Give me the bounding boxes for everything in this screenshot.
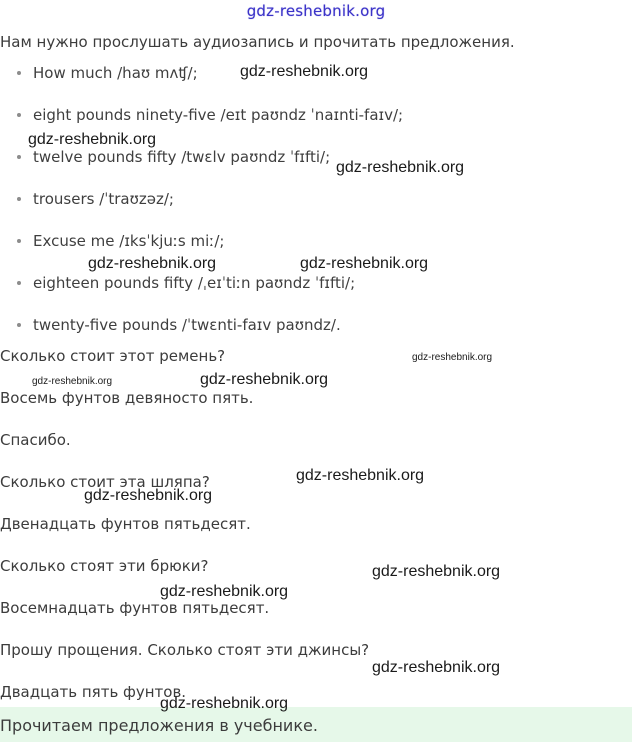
watermark: gdz-reshebnik.org [160,583,289,600]
bullet-icon [17,155,21,159]
bullet-icon [17,197,21,201]
bullet-icon [17,113,21,117]
dialogue-line: Прошу прощения. Сколько стоят эти джинсы? [0,641,370,659]
dialogue-line: Двадцать пять фунтов. [0,683,187,701]
phrase-item [0,94,632,136]
watermark: gdz-reshebnik.org [412,352,493,363]
bullet-icon [17,239,21,243]
phrase-text: eighteen pounds fifty /ˌeɪˈtiːn paʊndz ˈfɪfti/; [33,274,356,292]
bullet-icon [17,323,21,327]
dialogue-line: Восемь фунтов девяносто пять. [0,389,254,407]
dialogue-line: Восемнадцать фунтов пятьдесят. [0,599,270,617]
phrase-text: twelve pounds fifty /twɛlv paʊndz ˈfɪfti/; [33,148,331,166]
watermark: gdz-reshebnik.org [160,695,289,712]
bullet-icon [17,71,21,75]
watermark: gdz-reshebnik.org [240,63,369,80]
phrase-text: eight pounds ninety-five /eɪt paʊndz ˈnaɪnti-faɪv/; [33,106,404,124]
watermark: gdz-reshebnik.org [372,563,501,580]
watermark: gdz-reshebnik.org [336,159,465,176]
dialogue-line: Сколько стоит эта шляпа? [0,473,210,491]
bullet-icon [17,281,21,285]
phrase-item [0,178,632,220]
phrase-text: Excuse me /ɪksˈkjuːs miː/; [33,232,225,250]
dialogue-line: Сколько стоят эти брюки? [0,557,209,575]
dialogue-line: Двенадцать фунтов пятьдесят. [0,515,251,533]
dialogue-translation [0,335,632,713]
watermark: gdz-reshebnik.org [296,467,425,484]
watermark: gdz-reshebnik.org [84,487,213,504]
phrase-list [0,52,632,346]
phrase-text: twenty-five pounds /ˈtwɛnti-faɪv paʊndz/. [33,316,341,334]
textbook-note-text: Прочитаем предложения в учебнике. [0,716,318,735]
watermark: gdz-reshebnik.org [32,376,113,387]
watermark: gdz-reshebnik.org [200,371,329,388]
watermark: gdz-reshebnik.org [372,659,501,676]
watermark: gdz-reshebnik.org [88,255,217,272]
phrase-text: trousers /ˈtraʊzəz/; [33,190,174,208]
dialogue-line: Сколько стоит этот ремень? [0,347,226,365]
watermark: gdz-reshebnik.org [28,131,157,148]
textbook-note [0,707,632,742]
task-intro: Нам нужно прослушать аудиозапись и прочитать предложения. [0,33,515,51]
dialogue-line: Спасибо. [0,431,71,449]
watermark: gdz-reshebnik.org [300,255,429,272]
phrase-text: How much /haʊ mʌʧ/; [33,64,198,82]
site-watermark-header: gdz-reshebnik.org [246,2,386,20]
